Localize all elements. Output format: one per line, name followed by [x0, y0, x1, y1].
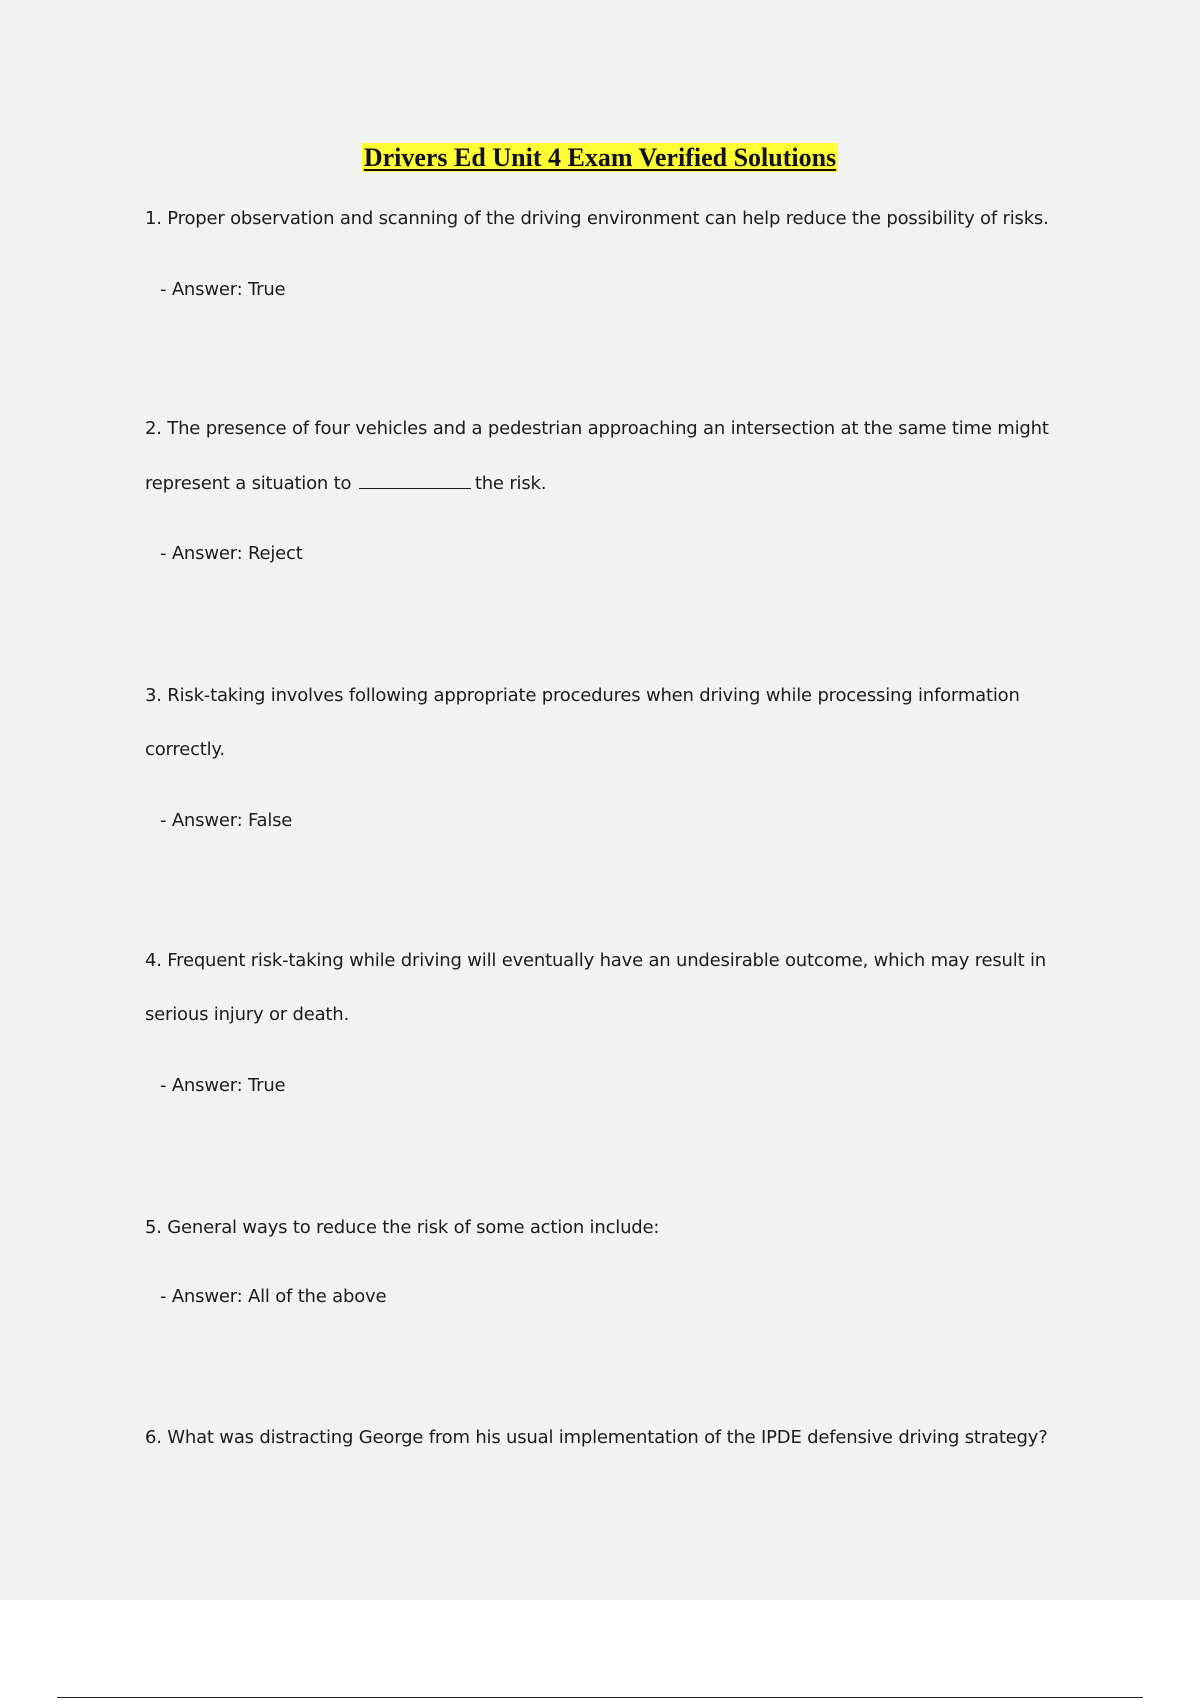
question-2-text-after-blank: the risk. [474, 473, 547, 494]
question-2-answer: - Answer: Reject [160, 543, 303, 564]
fill-in-blank [359, 470, 471, 489]
question-3-text: 3. Risk-taking involves following appropriate procedures when driving while processing information [145, 685, 1020, 706]
question-4-text: 4. Frequent risk-taking while driving will eventually have an undesirable outcome, which may result in [145, 950, 1046, 971]
question-2-text: 2. The presence of four vehicles and a pedestrian approaching an intersection at the same time might [145, 418, 1049, 439]
document-title-text: Drivers Ed Unit 4 Exam Verified Solutions [363, 143, 837, 172]
question-2-text-continued [145, 470, 546, 497]
footer-divider [57, 1697, 1143, 1698]
question-5-text: 5. General ways to reduce the risk of some action include: [145, 1217, 660, 1238]
question-5-answer: - Answer: All of the above [160, 1286, 387, 1307]
question-1-text: 1. Proper observation and scanning of the driving environment can help reduce the possibility of risks. [145, 208, 1049, 229]
question-1-answer: - Answer: True [160, 279, 286, 300]
question-3-text-continued: correctly. [145, 739, 225, 760]
question-3-answer: - Answer: False [160, 810, 293, 831]
document-title [0, 140, 1200, 176]
question-4-text-continued: serious injury or death. [145, 1004, 350, 1025]
question-6-text: 6. What was distracting George from his usual implementation of the IPDE defensive driving strategy? [145, 1427, 1048, 1448]
question-2-text-before-blank: represent a situation to [145, 473, 352, 494]
question-4-answer: - Answer: True [160, 1075, 286, 1096]
